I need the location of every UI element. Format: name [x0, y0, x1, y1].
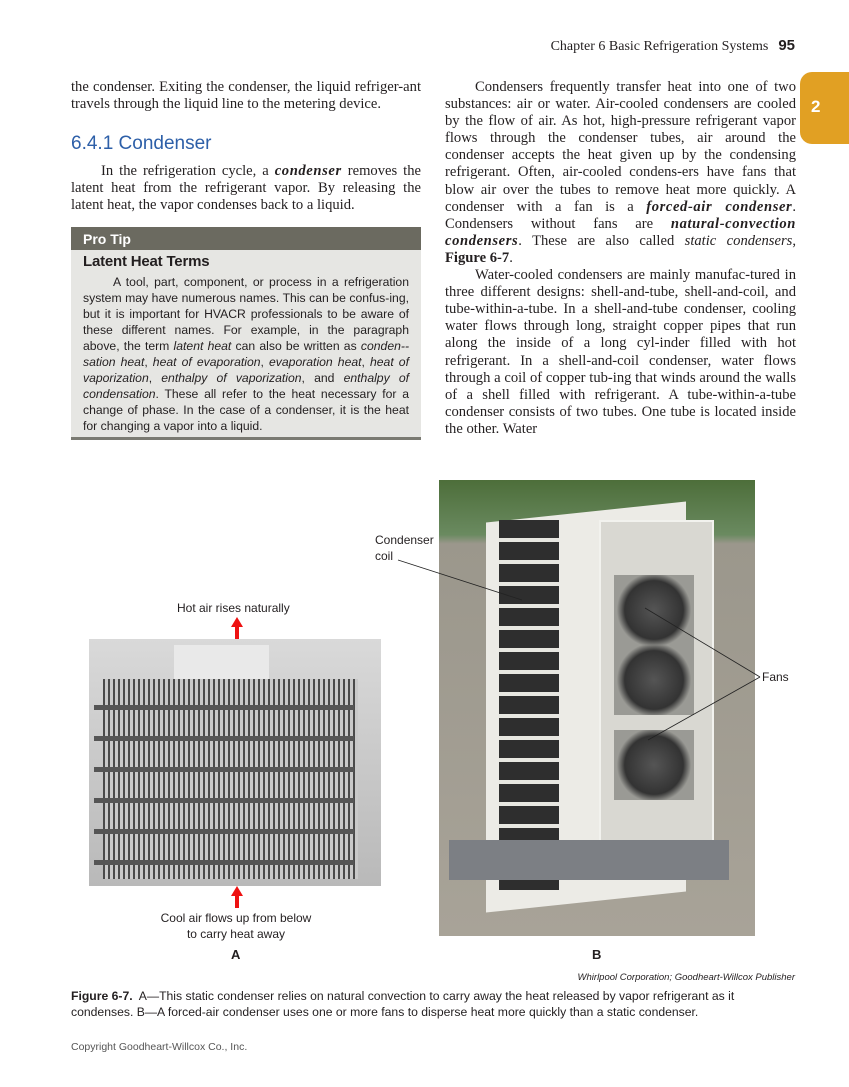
- paragraph: Water-cooled condensers are mainly manufac-tured in three different designs: shell-and-tube, shell-and-coil, and tube-within-a-tube. In a shell-and-tube condenser, cooling water flows through long, straight copper pipes that run along the inside of a long cyl-inder filled with hot refrigerant. In a shell-and-coil condenser, water flows through a coil of copper tub-ing that winds around the walls of a shell filled with refrigerant. A tube-within-a-tube condenser consists of two tubes. One tube is located inside the other. Water: [445, 267, 796, 437]
- pro-tip-body: A tool, part, component, or process in a refrigeration system may have numerous names. This can be confus-ing, but it is important for HVACR professionals to be aware of these different names. For example, in the paragraph above, the term latent heat can also be written as conden-sation heat, heat of evaporation, evaporation heat, heat of vaporization, enthalpy of vaporization, and enthalpy of condensation. These all refer to the heat necessary for a change of phase. In the case of a condenser, it is the heat for changing a vapor into a liquid.: [83, 275, 409, 433]
- section-heading: 6.4.1 Condenser: [71, 133, 212, 154]
- pro-tip-title: Latent Heat Terms: [83, 253, 210, 270]
- paragraph: the condenser. Exiting the condenser, the liquid refriger-ant travels through the liquid line to the metering device.: [71, 79, 421, 113]
- page-number: 95: [778, 37, 795, 54]
- fans-label: Fans: [762, 670, 789, 684]
- condenser-coil-label: Condenser coil: [375, 533, 434, 563]
- caption-text: A—This static condenser relies on natural convection to carry away the heat released by vapor refrigerant as it condenses. B—A forced-air condenser uses one or more fans to disperse heat more quickly than a static condenser.: [71, 989, 735, 1019]
- caption-number: Figure 6-7.: [71, 989, 133, 1003]
- text: removes the latent heat from the refrigerant vapor. By releasing the latent heat, the vapor condenses back to a liquid.: [71, 163, 421, 214]
- term-natural-convection: natural-convection condensers: [445, 215, 796, 249]
- hot-air-label: Hot air rises naturally: [177, 601, 290, 615]
- copyright: Copyright Goodheart-Willcox Co., Inc.: [71, 1041, 248, 1053]
- leader-line-fan: [645, 608, 760, 677]
- figure-label-b: B: [592, 947, 602, 962]
- chapter-title: Chapter 6 Basic Refrigeration Systems: [550, 39, 769, 54]
- text: In the refrigeration cycle, a: [101, 163, 275, 179]
- figure-label-a: A: [231, 947, 241, 962]
- chapter-tab: 2: [800, 72, 849, 144]
- cool-air-label: Cool air flows up from below to carry heat away: [160, 911, 312, 941]
- term-condenser: condenser: [274, 163, 342, 179]
- paragraph: Condensers frequently transfer heat into one of two substances: air or water. Air-cooled condensers are cooled by the flow of air. As hot, high-pressure refrigerant vapor flows through the condenser tubes, air around the condenser accepts the heat given up by the condensing refrigerant. Often, air-cooled condens-ers have fans that blow air over the tubes to remove heat more quickly. A condenser with a fan is a forced-air condenser. Condensers without fans are natural-convection condensers. These are also called static condensers, Figure 6-7.: [445, 79, 796, 266]
- photo-credit: Whirlpool Corporation; Goodheart-Willcox Publisher: [577, 972, 795, 983]
- figure-caption: [71, 989, 791, 1020]
- term-forced-air: forced-air condenser: [646, 198, 793, 215]
- figure-reference: Figure 6-7: [445, 249, 510, 266]
- leader-line-fan: [648, 677, 760, 740]
- pro-tip-label: Pro Tip: [71, 227, 421, 250]
- leader-line-coil: [398, 560, 522, 600]
